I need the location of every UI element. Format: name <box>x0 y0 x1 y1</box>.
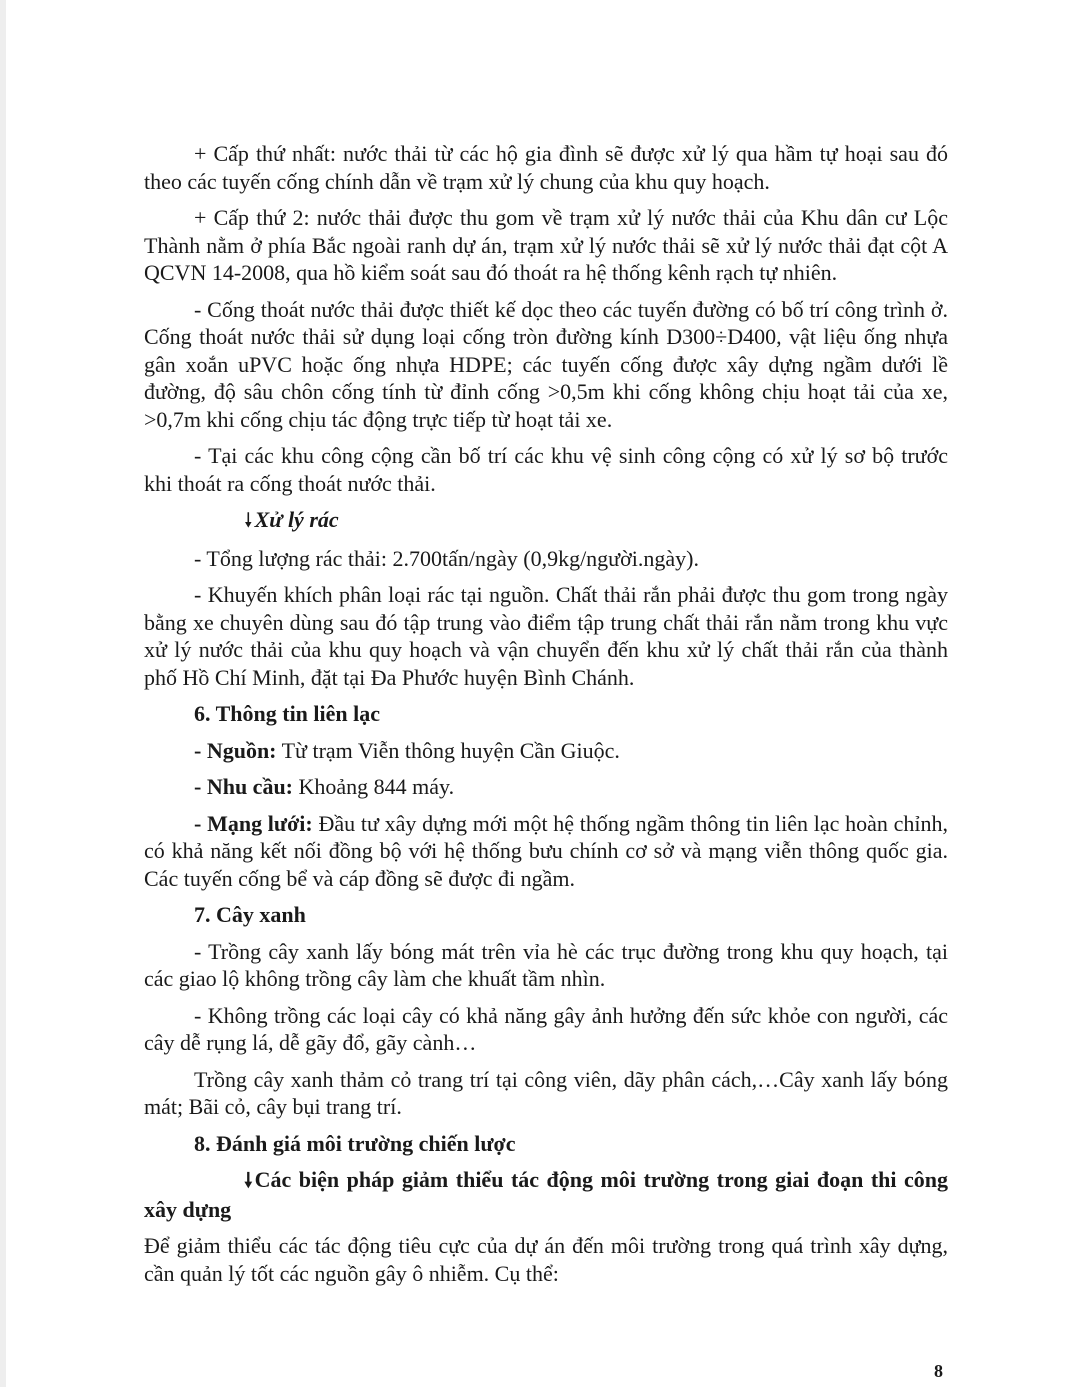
paragraph-network <box>144 810 948 893</box>
dash: - <box>194 810 208 836</box>
document-body <box>144 140 948 1296</box>
paragraph-demand <box>144 773 948 801</box>
demand-text: Khoảng 844 máy. <box>293 774 455 799</box>
arrow-down-icon: 🠗 <box>244 1170 253 1192</box>
network-text: Đầu tư xây dựng mới một hệ thống ngầm thông tin liên lạc hoàn chỉnh, có khả năng kết nối đồng bộ với hệ thống bưu chính cơ sở và mạng viễn thông quốc gia. Các tuyến cống bể và cáp đồng sẽ được đi ngầm. <box>144 810 949 891</box>
paragraph-tree-restrictions: - Không trồng các loại cây có khả năng gây ảnh hưởng đến sức khỏe con người, các cây dễ rụng lá, dễ gãy đổ, gãy cành… <box>144 1002 948 1055</box>
section-8-heading: 8. Đánh giá môi trường chiến lược <box>194 1130 516 1156</box>
source-label: Nguồn: <box>206 737 277 763</box>
scan-edge-shadow <box>0 0 6 1387</box>
paragraph-waste-classification: - Khuyến khích phân loại rác tại nguồn. Chất thải rắn phải được thu gom trong ngày bằng xe chuyên dùng sau đó tập trung vào điểm tập trung chất thải rắn nằm trong khu vực xử lý nước thải của khu quy hoạch và vận chuyển đến khu xử lý chất thải rắn của thành phố Hồ Chí Minh, đặt tại Đa Phước huyện Bình Chánh. <box>144 582 948 690</box>
paragraph-decorative-greenery: Trồng cây xanh thảm cỏ trang trí tại công viên, dãy phân cách,…Cây xanh lấy bóng mát; Bãi cỏ, cây bụi trang trí. <box>144 1066 948 1119</box>
paragraph-waste-total: - Tổng lượng rác thải: 2.700tấn/ngày (0,9kg/người.ngày). <box>194 545 699 571</box>
paragraph-level2: + Cấp thứ 2: nước thải được thu gom về trạm xử lý nước thải của Khu dân cư Lộc Thành nằm ở phía Bắc ngoài ranh dự án, trạm xử lý nước thải sẽ xử lý nước thải đạt cột A QCVN 14-2008, qua hồ kiểm soát sau đó thoát ra hệ thống kênh rạch tự nhiên. <box>144 205 948 285</box>
demand-label: Nhu cầu: <box>206 774 294 799</box>
paragraph-source <box>144 737 948 765</box>
section-6-heading: 6. Thông tin liên lạc <box>194 701 381 726</box>
dash: - <box>194 737 207 763</box>
paragraph-sewer-design: - Cống thoát nước thải được thiết kế dọc theo các tuyến đường có bố trí công trình ở. Cống thoát nước thải sử dụng loại cống tròn đường kính D300÷D400, vật liệu ống nhựa gân xoắn uPVC hoặc ống nhựa HDPE; các tuyến cống được xây dựng ngầm dưới lề đường, độ sâu chôn cống tính từ đỉnh cống >0,5m khi cống không chịu hoạt tải của xe, >0,7m khi cống chịu tác động trực tiếp từ hoạt tải xe. <box>144 296 948 432</box>
measures-heading: 🠗Các biện pháp giảm thiểu tác động môi trường trong giai đoạn thi công xây dựng <box>144 1167 948 1222</box>
dash: - <box>194 774 207 799</box>
paragraph-level1: + Cấp thứ nhất: nước thải từ các hộ gia đình sẽ được xử lý qua hầm tự hoại sau đó theo các tuyến cống chính dẫn về trạm xử lý chung của khu quy hoạch. <box>144 141 948 194</box>
page-number: 8 <box>934 1361 943 1381</box>
paragraph-public-toilets: - Tại các khu công cộng cần bố trí các khu vệ sinh công cộng có xử lý sơ bộ trước khi thoát ra cống thoát nước thải. <box>144 443 948 496</box>
section-7-heading: 7. Cây xanh <box>194 902 306 927</box>
waste-heading: 🠗Xử lý rác <box>144 506 948 536</box>
network-label: Mạng lưới: <box>207 810 313 836</box>
arrow-down-icon: 🠗 <box>244 510 253 532</box>
source-text: Từ trạm Viễn thông huyện Cần Giuộc. <box>276 737 620 763</box>
paragraph-shade-trees: - Trồng cây xanh lấy bóng mát trên vỉa hè các trục đường trong khu quy hoạch, tại các giao lộ không trồng cây làm che khuất tầm nhìn. <box>144 938 948 991</box>
paragraph-pollution-management: Để giảm thiểu các tác động tiêu cực của dự án đến môi trường trong quá trình xây dựng, cần quản lý tốt các nguồn gây ô nhiễm. Cụ thể: <box>144 1233 948 1286</box>
